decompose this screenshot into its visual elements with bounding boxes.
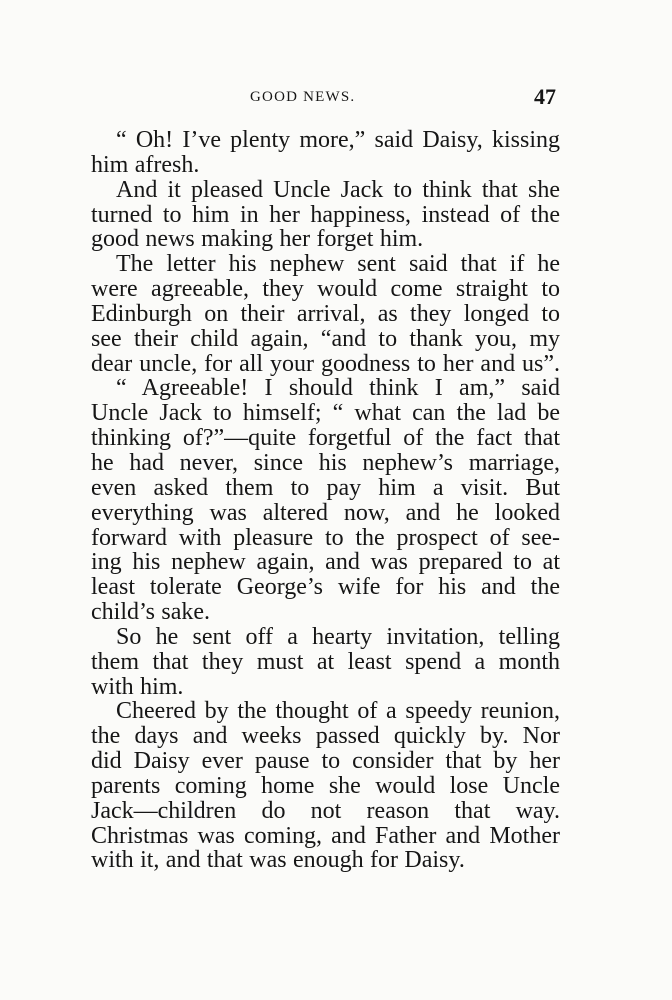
text-line: turned to him in her happiness, instead of the: [91, 201, 560, 228]
paragraph: [66, 376, 560, 624]
text-line: Uncle Jack to himself; “ what can the lad be: [91, 400, 560, 427]
text-line: Jack—children do not reason that way.: [91, 797, 560, 824]
text-line: with it, and that was enough for Daisy.: [91, 847, 465, 874]
text-line: forward with pleasure to the prospect of see-: [91, 524, 560, 551]
text-line: Edinburgh on their arrival, as they longed to: [91, 300, 560, 327]
paragraph: [66, 178, 560, 253]
running-header: GOOD NEWS.: [250, 89, 356, 105]
text-line: “ Oh! I’ve plenty more,” said Daisy, kissing: [116, 127, 560, 153]
body-text: [66, 128, 560, 873]
text-line: ing his nephew again, and was prepared to at: [91, 549, 560, 576]
text-line: least tolerate George’s wife for his and the: [91, 574, 560, 601]
text-line: were agreeable, they would come straight to: [91, 276, 560, 303]
paragraph: [66, 252, 560, 376]
text-line: And it pleased Uncle Jack to think that she: [116, 176, 560, 203]
text-line: he had never, since his nephew’s marriage,: [91, 449, 560, 476]
paragraph: [66, 699, 560, 873]
text-line: thinking of?”—quite forgetful of the fact that: [91, 425, 560, 452]
text-line: everything was altered now, and he looked: [91, 499, 560, 526]
page-number: 47: [534, 84, 556, 109]
text-line: dear uncle, for all your goodness to her and us”.: [91, 350, 560, 377]
text-line: So he sent off a hearty invitation, telling: [116, 623, 560, 650]
text-line: child’s sake.: [91, 599, 211, 626]
text-line: did Daisy ever pause to consider that by her: [91, 748, 560, 775]
text-line: see their child again, “and to thank you, my: [91, 325, 560, 352]
text-line: the days and weeks passed quickly by. Nor: [91, 723, 560, 750]
text-line: “ Agreeable! I should think I am,” said: [116, 375, 560, 402]
text-line: even asked them to pay him a visit. But: [91, 474, 560, 501]
text-line: with him.: [91, 673, 184, 700]
text-line: good news making her forget him.: [91, 226, 424, 253]
text-line: parents coming home she would lose Uncle: [91, 772, 560, 799]
paragraph: [66, 625, 560, 700]
paragraph: [66, 128, 560, 178]
text-line: The letter his nephew sent said that if he: [116, 251, 560, 278]
text-line: Cheered by the thought of a speedy reunion,: [116, 698, 560, 725]
text-line: them that they must at least spend a month: [91, 648, 560, 675]
text-line: Christmas was coming, and Father and Mother: [91, 822, 560, 849]
text-line: him afresh.: [91, 151, 200, 178]
